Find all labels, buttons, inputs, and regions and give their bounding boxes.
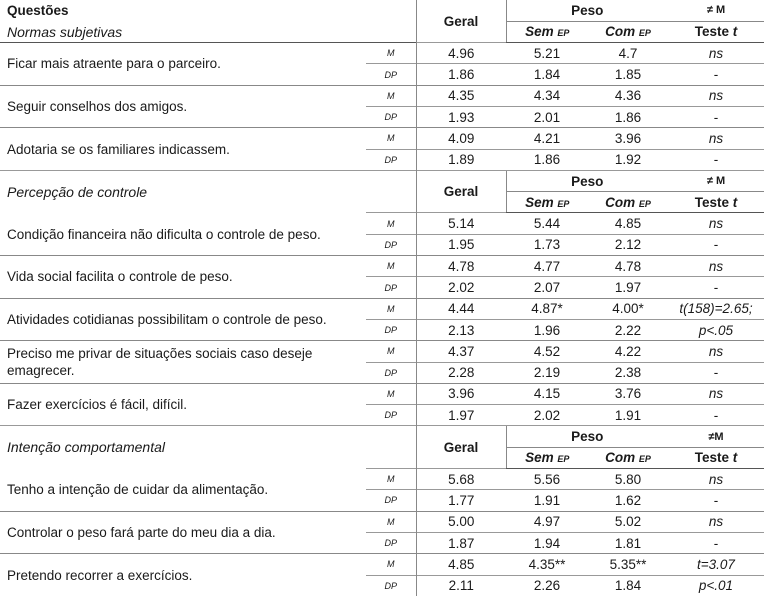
sd-value: 2.22 <box>588 319 668 340</box>
sd-value: 1.95 <box>416 234 506 255</box>
stat-label-dp: DP <box>366 532 416 553</box>
test-value: ns <box>668 341 764 362</box>
stat-label-m: M <box>366 213 416 234</box>
mean-value: 3.76 <box>588 383 668 404</box>
t-label: t <box>732 450 738 466</box>
mean-value: 4.09 <box>416 128 506 149</box>
section-title: Intenção comportamental <box>0 426 366 469</box>
mean-value: 5.00 <box>416 511 506 532</box>
stat-label-m: M <box>366 341 416 362</box>
sd-value: 2.28 <box>416 362 506 383</box>
sd-value: 1.91 <box>506 490 588 511</box>
mean-value: 4.78 <box>588 256 668 277</box>
sd-value: 1.97 <box>588 277 668 298</box>
stat-label-dp: DP <box>366 277 416 298</box>
sd-value: 1.62 <box>588 490 668 511</box>
blank-cell <box>366 426 416 469</box>
mean-value: 4.52 <box>506 341 588 362</box>
header-diff: ≠M <box>668 426 764 447</box>
mean-value: 5.21 <box>506 43 588 64</box>
sd-value: 2.13 <box>416 319 506 340</box>
mean-value: 4.15 <box>506 383 588 404</box>
test-value: - <box>668 490 764 511</box>
header-com: Com EP <box>588 192 668 213</box>
question-text: Fazer exercícios é fácil, difícil. <box>7 397 188 413</box>
stat-label-m: M <box>366 554 416 575</box>
ep-label: EP <box>638 28 651 39</box>
mean-value: 5.68 <box>416 469 506 490</box>
question-text: Controlar o peso fará parte do meu dia a dia. <box>0 511 366 554</box>
stat-label-dp: DP <box>366 490 416 511</box>
stat-label-m: M <box>366 85 416 106</box>
mean-value: 5.56 <box>506 469 588 490</box>
ep-label: EP <box>557 454 570 465</box>
header-teste-t: Teste t <box>668 192 764 213</box>
mean-value: 3.96 <box>588 128 668 149</box>
header-diff: ≠ M <box>668 0 764 21</box>
header-teste-t: Teste t <box>668 447 764 468</box>
sd-value: 1.97 <box>416 405 506 426</box>
stat-label-dp: DP <box>366 405 416 426</box>
header-com: Com EP <box>588 447 668 468</box>
sd-value: 1.84 <box>588 575 668 596</box>
stat-label-m: M <box>366 128 416 149</box>
sd-value: 1.87 <box>416 532 506 553</box>
sd-value: 1.92 <box>588 149 668 170</box>
test-value: - <box>668 277 764 298</box>
question-text: Vida social facilita o controle de peso. <box>0 256 366 299</box>
stat-label-m: M <box>366 43 416 64</box>
mean-value: 5.02 <box>588 511 668 532</box>
test-value: ns <box>668 256 764 277</box>
mean-value: 4.77 <box>506 256 588 277</box>
mean-value: 4.87* <box>506 298 588 319</box>
sd-value: 2.19 <box>506 362 588 383</box>
test-value: t=3.07 <box>668 554 764 575</box>
sd-value: 2.07 <box>506 277 588 298</box>
mean-value: 5.44 <box>506 213 588 234</box>
header-teste-t: Teste t <box>668 21 764 42</box>
test-value: - <box>668 532 764 553</box>
sd-value: 1.85 <box>588 64 668 85</box>
stat-label-m: M <box>366 256 416 277</box>
sd-value: 2.01 <box>506 106 588 127</box>
sd-value: 1.84 <box>506 64 588 85</box>
test-value: p<.05 <box>668 319 764 340</box>
question-text: Tenho a intenção de cuidar da alimentação. <box>0 469 366 512</box>
test-value: ns <box>668 213 764 234</box>
mean-value: 4.85 <box>588 213 668 234</box>
mean-value: 5.35** <box>588 554 668 575</box>
sd-value: 1.94 <box>506 532 588 553</box>
mean-value: 4.78 <box>416 256 506 277</box>
sd-value: 2.26 <box>506 575 588 596</box>
stat-label-m: M <box>366 469 416 490</box>
sd-value: 2.12 <box>588 234 668 255</box>
test-value: ns <box>668 383 764 404</box>
t-label: t <box>732 24 738 40</box>
test-value: - <box>668 362 764 383</box>
mean-value: 4.35** <box>506 554 588 575</box>
mean-value: 4.96 <box>416 43 506 64</box>
stat-label-m: M <box>366 298 416 319</box>
mean-value: 4.44 <box>416 298 506 319</box>
sd-value: 1.86 <box>506 149 588 170</box>
sd-value: 1.77 <box>416 490 506 511</box>
question-text: Ficar mais atraente para o parceiro. <box>0 43 366 86</box>
test-value: - <box>668 234 764 255</box>
section-title: Normas subjetivas <box>0 21 366 42</box>
test-value: - <box>668 106 764 127</box>
test-value: - <box>668 149 764 170</box>
mean-value: 4.34 <box>506 85 588 106</box>
test-value: t(158)=2.65; <box>668 298 764 319</box>
mean-value: 4.7 <box>588 43 668 64</box>
header-sem: Sem EP <box>506 447 588 468</box>
sd-value: 1.93 <box>416 106 506 127</box>
header-peso: Peso <box>506 0 668 21</box>
sd-value: 1.86 <box>588 106 668 127</box>
mean-value: 5.14 <box>416 213 506 234</box>
question-text: Adotaria se os familiares indicassem. <box>7 141 230 157</box>
mean-value: 4.35 <box>416 85 506 106</box>
blank-cell <box>366 0 416 21</box>
question-text: Preciso me privar de situações sociais caso deseje emagrecer. <box>0 341 366 384</box>
test-value: p<.01 <box>668 575 764 596</box>
stat-label-m: M <box>366 383 416 404</box>
header-sem: Sem EP <box>506 192 588 213</box>
test-value: - <box>668 64 764 85</box>
question-text: Atividades cotidianas possibilitam o controle de peso. <box>0 298 366 341</box>
sd-value: 2.02 <box>506 405 588 426</box>
header-geral: Geral <box>416 170 506 213</box>
mean-value: 4.36 <box>588 85 668 106</box>
ep-label: EP <box>638 198 651 209</box>
ep-label: EP <box>557 198 570 209</box>
question-text: Pretendo recorrer a exercícios. <box>7 567 193 583</box>
test-value: ns <box>668 469 764 490</box>
header-diff: ≠ M <box>668 170 764 191</box>
test-value: - <box>668 405 764 426</box>
stat-label-m: M <box>366 511 416 532</box>
mean-value: 4.97 <box>506 511 588 532</box>
sd-value: 1.89 <box>416 149 506 170</box>
stat-label-dp: DP <box>366 64 416 85</box>
sd-value: 1.91 <box>588 405 668 426</box>
mean-value: 3.96 <box>416 383 506 404</box>
test-value: ns <box>668 511 764 532</box>
blank-cell <box>366 21 416 42</box>
ep-label: EP <box>638 454 651 465</box>
stat-label-dp: DP <box>366 575 416 596</box>
header-peso: Peso <box>506 170 668 191</box>
blank-cell <box>366 170 416 213</box>
stat-label-dp: DP <box>366 319 416 340</box>
stat-label-dp: DP <box>366 234 416 255</box>
test-value: ns <box>668 43 764 64</box>
header-questoes: Questões <box>7 3 69 19</box>
mean-value: 5.80 <box>588 469 668 490</box>
sd-value: 2.02 <box>416 277 506 298</box>
mean-value: 4.22 <box>588 341 668 362</box>
mean-value: 4.37 <box>416 341 506 362</box>
question-text: Condição financeira não dificulta o controle de peso. <box>0 213 366 256</box>
ep-label: EP <box>557 28 570 39</box>
mean-value: 4.00* <box>588 298 668 319</box>
header-peso: Peso <box>506 426 668 447</box>
sd-value: 1.81 <box>588 532 668 553</box>
sd-value: 2.38 <box>588 362 668 383</box>
question-text: Seguir conselhos dos amigos. <box>0 85 366 128</box>
header-geral: Geral <box>416 0 506 43</box>
sd-value: 1.86 <box>416 64 506 85</box>
t-label: t <box>732 194 738 210</box>
test-value: ns <box>668 128 764 149</box>
sd-value: 1.96 <box>506 319 588 340</box>
section-title: Percepção de controle <box>0 170 366 213</box>
stat-label-dp: DP <box>366 362 416 383</box>
stat-label-dp: DP <box>366 149 416 170</box>
mean-value: 4.85 <box>416 554 506 575</box>
header-geral: Geral <box>416 426 506 469</box>
mean-value: 4.21 <box>506 128 588 149</box>
sd-value: 1.73 <box>506 234 588 255</box>
test-value: ns <box>668 85 764 106</box>
header-sem: Sem EP <box>506 21 588 42</box>
sd-value: 2.11 <box>416 575 506 596</box>
stat-label-dp: DP <box>366 106 416 127</box>
header-com: Com EP <box>588 21 668 42</box>
